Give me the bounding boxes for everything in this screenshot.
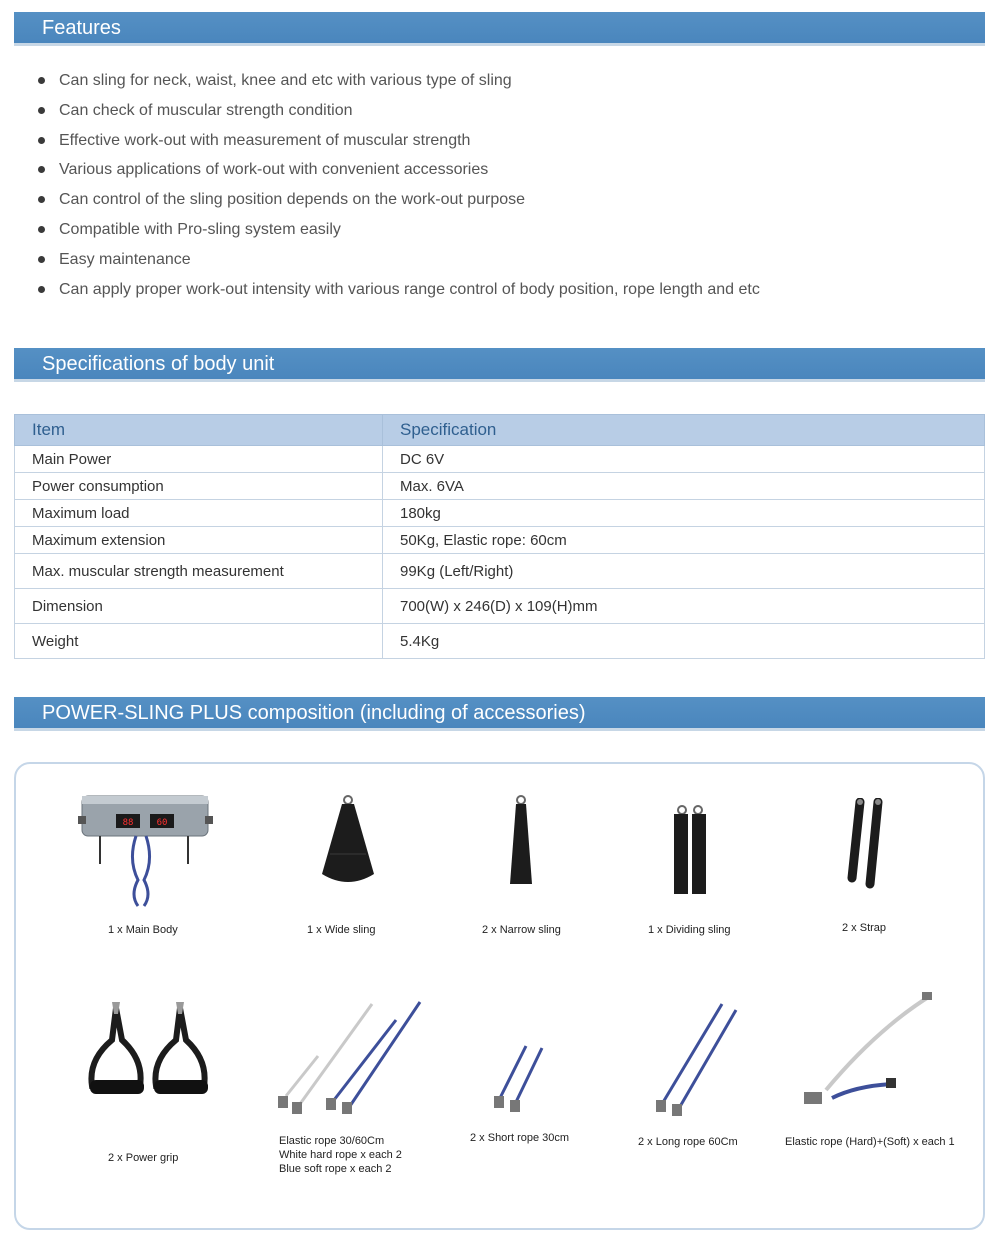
dividing-sling-image — [666, 804, 716, 896]
left-display: 88 — [122, 818, 134, 828]
feature-item: Can apply proper work-out intensity with various range control of body position, rope length and etc — [36, 275, 760, 305]
main-body-image — [78, 790, 213, 910]
features-list — [36, 66, 760, 304]
elastic-rope-hard-soft-image — [796, 990, 936, 1110]
item-cell: Maximum extension — [15, 527, 383, 554]
feature-item: Various applications of work-out with convenient accessories — [36, 155, 760, 185]
table-header-row — [15, 415, 985, 446]
bullet-icon — [38, 107, 45, 114]
spec-cell: 5.4Kg — [383, 624, 985, 659]
bullet-icon — [38, 256, 45, 263]
feature-item: Can check of muscular strength condition — [36, 96, 760, 126]
features-header: Features — [14, 12, 985, 46]
feature-item: Can sling for neck, waist, knee and etc with various type of sling — [36, 66, 760, 96]
spec-table — [14, 414, 985, 659]
table-row — [15, 473, 985, 500]
caption-elastic-rope-hard-soft: Elastic rope (Hard)+(Soft) x each 1 — [785, 1136, 955, 1148]
wide-sling-image — [318, 794, 378, 890]
table-row — [15, 554, 985, 589]
feature-item: Compatible with Pro-sling system easily — [36, 215, 760, 245]
column-header-item: Item — [15, 415, 383, 446]
bullet-icon — [38, 77, 45, 84]
specs-header: Specifications of body unit — [14, 348, 985, 382]
bullet-icon — [38, 166, 45, 173]
item-cell: Max. muscular strength measurement — [15, 554, 383, 589]
bullet-icon — [38, 196, 45, 203]
spec-cell: 99Kg (Left/Right) — [383, 554, 985, 589]
caption-strap: 2 x Strap — [842, 922, 887, 934]
column-header-specification: Specification — [383, 415, 985, 446]
caption-wide-sling: 1 x Wide sling — [307, 924, 376, 936]
spec-cell: 180kg — [383, 500, 985, 527]
item-cell: Weight — [15, 624, 383, 659]
item-cell: Maximum load — [15, 500, 383, 527]
table-row — [15, 446, 985, 473]
long-rope-image — [650, 1000, 740, 1120]
composition-header: POWER-SLING PLUS composition (including of accessories) — [14, 697, 985, 731]
item-cell: Power consumption — [15, 473, 383, 500]
feature-item: Easy maintenance — [36, 245, 760, 275]
right-display: 60 — [156, 818, 168, 828]
table-row — [15, 500, 985, 527]
bullet-icon — [38, 286, 45, 293]
caption-elastic-rope-set: Elastic rope 30/60Cm White hard rope x each 2 Blue soft rope x each 2 — [279, 1135, 402, 1175]
strap-image — [842, 798, 892, 890]
narrow-sling-image — [506, 794, 536, 890]
elastic-rope-set-image — [274, 996, 434, 1116]
short-rope-image — [490, 1042, 550, 1112]
table-row — [15, 624, 985, 659]
spec-cell: DC 6V — [383, 446, 985, 473]
bullet-icon — [38, 226, 45, 233]
caption-dividing-sling: 1 x Dividing sling — [648, 924, 731, 936]
item-cell: Main Power — [15, 446, 383, 473]
caption-power-grip: 2 x Power grip — [108, 1152, 179, 1164]
composition-panel — [14, 762, 985, 1230]
caption-short-rope: 2 x Short rope 30cm — [470, 1132, 570, 1144]
table-row — [15, 589, 985, 624]
spec-cell: 50Kg, Elastic rope: 60cm — [383, 527, 985, 554]
feature-item: Effective work-out with measurement of muscular strength — [36, 126, 760, 156]
caption-main-body: 1 x Main Body — [108, 924, 178, 936]
item-cell: Dimension — [15, 589, 383, 624]
spec-cell: Max. 6VA — [383, 473, 985, 500]
table-row — [15, 527, 985, 554]
feature-item: Can control of the sling position depends on the work-out purpose — [36, 185, 760, 215]
power-grip-image — [82, 1000, 212, 1100]
spec-cell: 700(W) x 246(D) x 109(H)mm — [383, 589, 985, 624]
caption-narrow-sling: 2 x Narrow sling — [482, 924, 561, 936]
bullet-icon — [38, 137, 45, 144]
caption-long-rope: 2 x Long rope 60Cm — [638, 1136, 738, 1148]
